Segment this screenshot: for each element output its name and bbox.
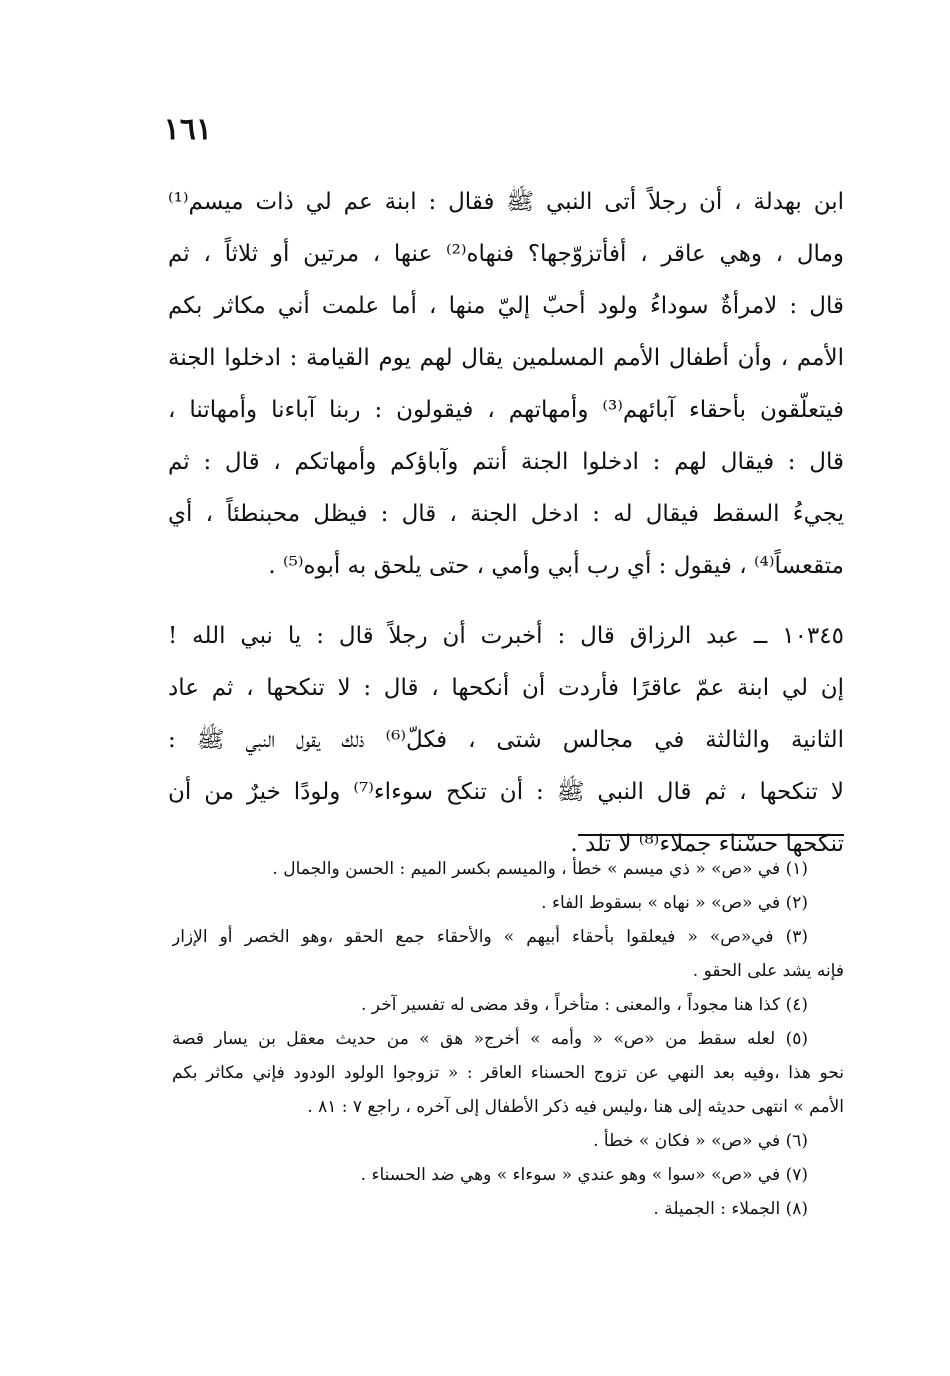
footnote-line: (٤) كذا هنا مجوداً ، والمعنى : متأخراً ، وقد مضى له تفسير آخر . xyxy=(361,995,808,1015)
footnote-line: (٧) في «ص» «سوا » وهو عندي « سوءاء » وهي ضد الحسناء . xyxy=(360,1165,808,1185)
footnote-line: (٦) في «ص» « فكان » خطأ . xyxy=(593,1131,808,1151)
text-line: متقعساً⁽⁴⁾ ، فيقول : أي رب أبي وأمي ، حتى يلحق به أبوه⁽⁵⁾ . xyxy=(268,553,844,579)
footnotes xyxy=(172,852,844,1226)
text-line: قال : لامرأةٌ سوداءُ ولود أحبّ إليّ منها ، أما علمت أني مكاثر بكم xyxy=(168,293,844,319)
page-number: ١٦١ xyxy=(163,112,212,147)
text-line: قال : فيقال لهم : ادخلوا الجنة أنتم وآباؤكم وأمهاتكم ، قال : ثم xyxy=(168,449,844,475)
footnote-line: الأمم » انتهى حديثه إلى هنا ،وليس فيه ذكر الأطفال إلى آخره ، راجع ٧ : ٨١ . xyxy=(307,1097,844,1117)
footnote-line: (١) في «ص» « ذي ميسم » خطأ ، والميسم بكسر الميم : الحسن والجمال . xyxy=(272,859,808,879)
footnote-line: فإنه يشد على الحقو . xyxy=(692,961,844,981)
text-line: الثانية والثالثة في مجالس شتى ، فكلّ⁽⁶⁾ ذلك يقول النبي ﷺ : xyxy=(168,727,844,753)
main-text xyxy=(168,176,844,870)
text-line: ١٠٣٤٥ ــ عبد الرزاق قال : أخبرت أن رجلاً قال : يا نبي الله ! xyxy=(168,623,844,649)
footnote-line: (٨) الجملاء : الجميلة . xyxy=(653,1199,808,1219)
text-line: إن لي ابنة عمّ عاقرًا فأردت أن أنكحها ، قال : لا تنكحها ، ثم عاد xyxy=(168,675,844,701)
footnote-line: (٣) في«ص» « فيعلقوا بأحقاء أبيهم » والأحقاء جمع الحقو ،وهو الخصر أو الإزار xyxy=(172,927,808,947)
footnote-divider xyxy=(578,834,844,836)
footnote-line: (٥) لعله سقط من «ص» « وأمه » أخرج« هق » من حديث معقل بن يسار قصة xyxy=(172,1029,808,1049)
text-line: يجيءُ السقط فيقال له : ادخل الجنة ، قال : فيظل محبنطئاً ، أي xyxy=(168,501,844,527)
text-line: ابن بهدلة ، أن رجلاً أتى النبي ﷺ فقال : ابنة عم لي ذات ميسم⁽¹⁾ xyxy=(168,189,844,215)
paragraph-gap xyxy=(168,592,844,610)
text-line: تنكحها حسْناء جملاء⁽⁸⁾ لا تلد . xyxy=(570,831,844,857)
text-line: الأمم ، وأن أطفال الأمم المسلمين يقال لهم يوم القيامة : ادخلوا الجنة xyxy=(168,345,844,371)
text-line: فيتعلّقون بأحقاء آبائهم⁽³⁾ وأمهاتهم ، فيقولون : ربنا آباءنا وأمهاتنا ، xyxy=(168,397,844,423)
footnote-line: نحو هذا ،وفيه بعد النهي عن تزوج الحسناء العاقر : « تزوجوا الولود الودود فإني مكاثر بكم xyxy=(172,1063,844,1083)
footnote-line: (٢) في «ص» « نهاه » بسقوط الفاء . xyxy=(541,893,808,913)
text-line: ومال ، وهي عاقر ، أفأتزوّجها؟ فنهاه⁽²⁾ عنها ، مرتين أو ثلاثاً ، ثم xyxy=(168,241,844,267)
text-line: لا تنكحها ، ثم قال النبي ﷺ : أن تنكح سوءاء⁽⁷⁾ ولودًا خيرٌ من أن xyxy=(168,779,844,805)
